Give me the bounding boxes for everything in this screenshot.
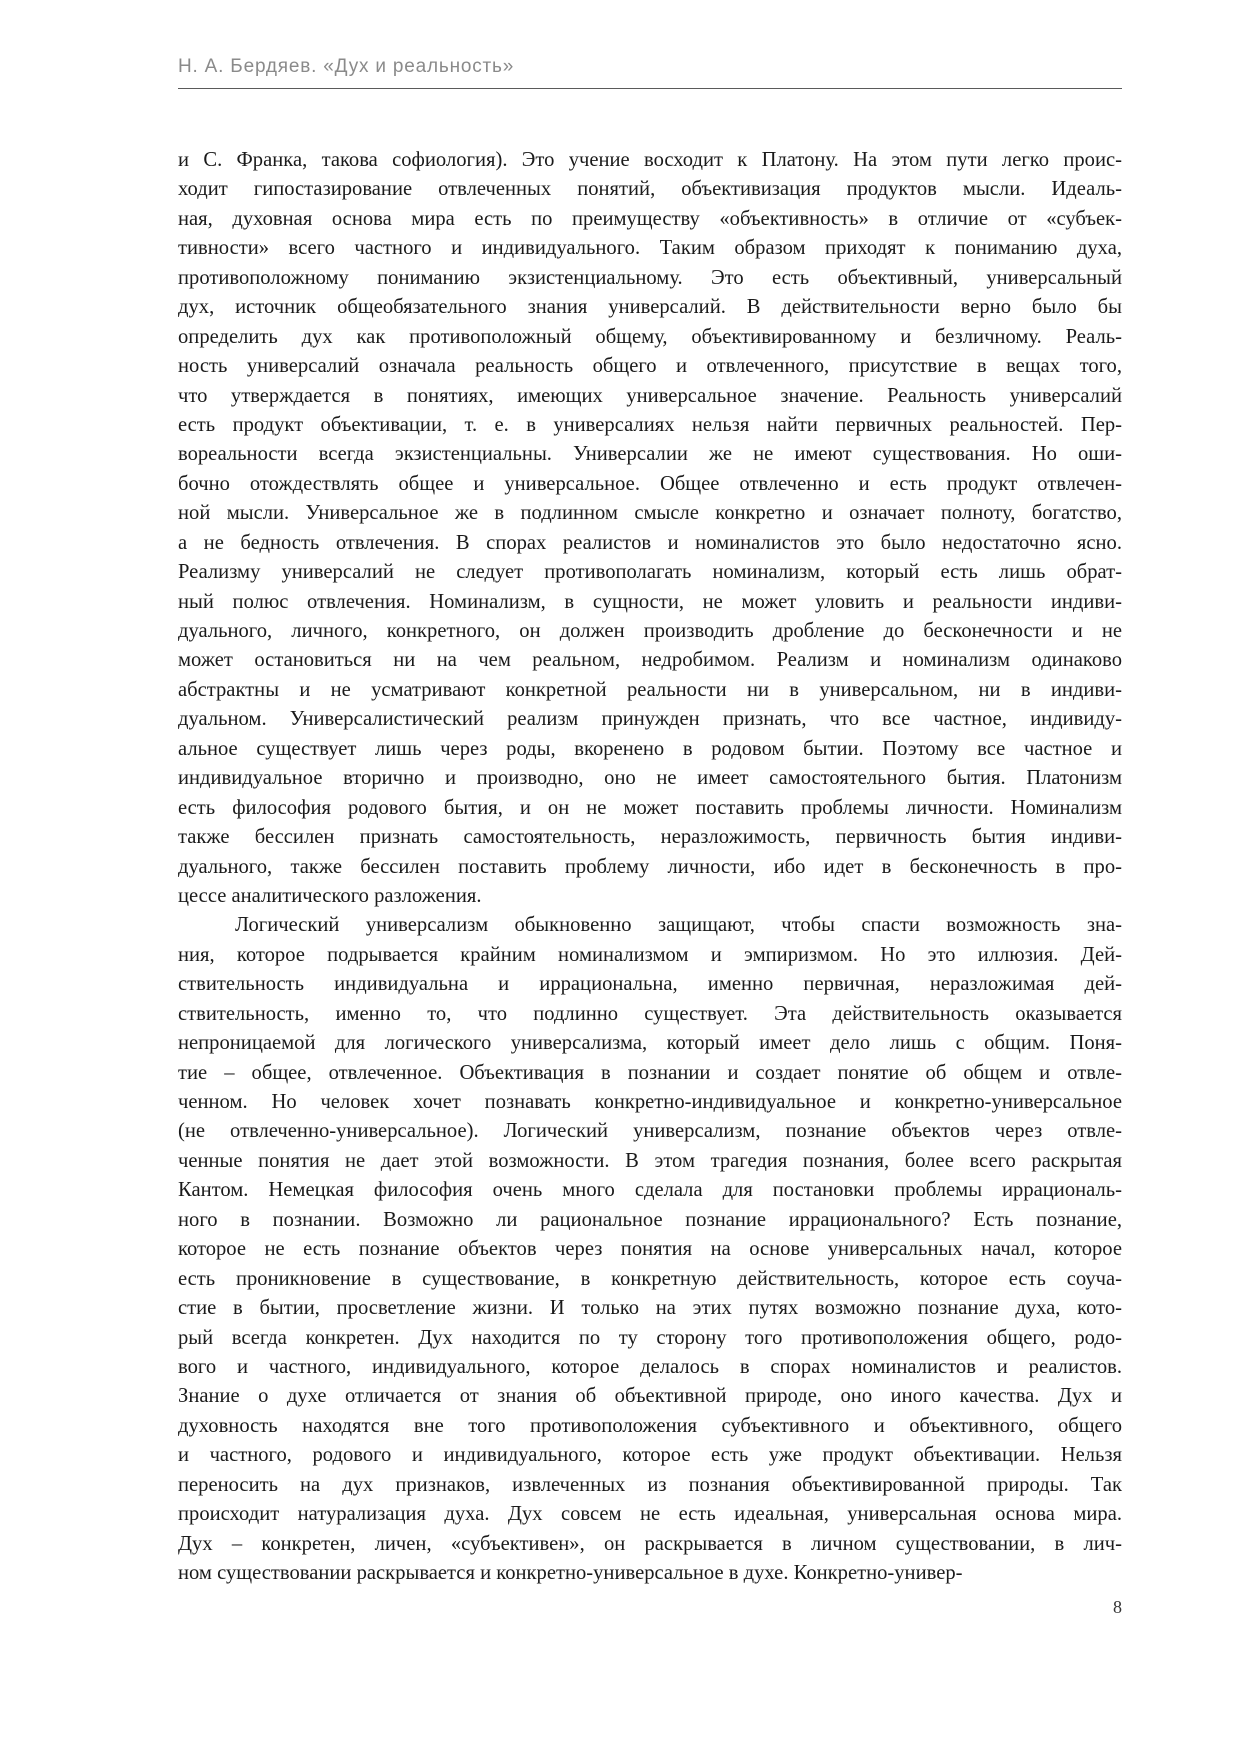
text-line: Реализму универсалий не следует противополагать номинализм, который есть лишь обрат-: [178, 561, 1122, 584]
text-line: Знание о духе отличается от знания об объективной природе, оно иного качества. Дух и: [178, 1385, 1122, 1408]
text-line: происходит натурализация духа. Дух совсем не есть идеальная, универсальная основа мира.: [178, 1503, 1122, 1526]
text-line: индивидуальное вторично и производно, оно не имеет самостоятельного бытия. Платонизм: [178, 767, 1122, 790]
text-line: есть проникновение в существование, в конкретную действительность, которое есть соуча-: [178, 1267, 1122, 1290]
text-line: и С. Франка, такова софиология). Это учение восходит к Платону. На этом пути легко проис-: [178, 149, 1122, 171]
text-line: (не отвлеченно-универсальное). Логический универсализм, познание объектов через отвле-: [178, 1120, 1122, 1143]
text-line: тивности» всего частного и индивидуального. Таким образом приходят к пониманию духа,: [178, 237, 1122, 260]
page-number: 8: [1113, 1597, 1122, 1617]
text-line: ном существовании раскрывается и конкретно-универсальное в духе. Конкретно-универ-: [178, 1562, 963, 1584]
text-line: дуального, личного, конкретного, он должен производить дробление до бесконечности и не: [178, 620, 1122, 642]
running-header: Н. А. Бердяев. «Дух и реальность»: [178, 56, 515, 77]
text-line: альное существует лишь через роды, вкоренено в родовом бытии. Поэтому все частное и: [178, 737, 1122, 760]
text-line: ния, которое подрывается крайним номинализмом и эмпиризмом. Но это иллюзия. Дей-: [178, 943, 1122, 966]
text-line: есть продукт объективации, т. е. в универсалиях нельзя найти первичных реальностей. Пер-: [178, 413, 1122, 436]
text-line: вореальности всегда экзистенциальны. Универсалии же не имеют существования. Но оши-: [178, 443, 1122, 466]
text-line: а не бедность отвлечения. В спорах реалистов и номиналистов это было недостаточно ясно.: [178, 531, 1122, 554]
text-line: стие в бытии, просветление жизни. И только на этих путях возможно познание духа, кото-: [178, 1297, 1122, 1320]
text-line: ность универсалий означала реальность общего и отвлеченного, присутствие в вещах того,: [178, 355, 1122, 378]
text-line: ного в познании. Возможно ли рациональное познание иррационального? Есть познание,: [178, 1208, 1122, 1231]
text-line: ствительность, именно то, что подлинно существует. Эта действительность оказывается: [178, 1002, 1122, 1025]
text-line: ная, духовная основа мира есть по преимуществу «объективность» в отличие от «субъек-: [178, 207, 1122, 230]
paragraph: [178, 911, 1122, 1588]
text-line: рый всегда конкретен. Дух находится по ту сторону того противоположения общего, родо-: [178, 1326, 1122, 1349]
text-line: вого и частного, индивидуального, которое делалось в спорах номиналистов и реалистов.: [178, 1355, 1122, 1378]
text-line: бочно отождествлять общее и универсальное. Общее отвлеченно и есть продукт отвлечен-: [178, 472, 1122, 495]
text-line: ченные понятия не дает этой возможности. В этом трагедия познания, более всего раскрытая: [178, 1149, 1122, 1172]
text-line: ной мысли. Универсальное же в подлинном смысле конкретно и означает полноту, богатство,: [178, 502, 1122, 525]
text-line: непроницаемой для логического универсализма, который имеет дело лишь с общим. Поня-: [178, 1032, 1122, 1055]
text-line: также бессилен признать самостоятельность, неразложимость, первичность бытия индиви-: [178, 826, 1122, 849]
text-line: Дух – конкретен, личен, «субъективен», он раскрывается в личном существовании, в лич-: [178, 1532, 1122, 1555]
text-line: дух, источник общеобязательного знания универсалий. В действительности верно было бы: [178, 296, 1122, 319]
paragraph: [178, 146, 1122, 911]
text-line: ченном. Но человек хочет познавать конкретно-индивидуальное и конкретно-универсальное: [178, 1091, 1122, 1113]
text-line: есть философия родового бытия, и он не может поставить проблемы личности. Номинализм: [178, 796, 1122, 819]
text-line: которое не есть познание объектов через понятия на основе универсальных начал, которое: [178, 1238, 1122, 1261]
body-text: [178, 146, 1122, 1588]
text-line: дуальном. Универсалистический реализм принужден признать, что все частное, индивиду-: [178, 708, 1122, 731]
text-line: ный полюс отвлечения. Номинализм, в сущности, не может уловить и реальности индиви-: [178, 590, 1122, 613]
text-line: может остановиться ни на чем реальном, недробимом. Реализм и номинализм одинаково: [178, 649, 1122, 672]
text-line: и частного, родового и индивидуального, которое есть уже продукт объективации. Нельзя: [178, 1444, 1122, 1467]
text-line: дуального, также бессилен поставить проблему личности, ибо идет в бесконечность в про-: [178, 855, 1122, 878]
text-line: цессе аналитического разложения.: [178, 884, 482, 907]
text-line: противоположному пониманию экзистенциальному. Это есть объективный, универсальный: [178, 266, 1122, 289]
text-line: ходит гипостазирование отвлеченных понятий, объективизация продуктов мысли. Идеаль-: [178, 178, 1122, 201]
text-line: переносить на дух признаков, извлеченных из познания объективированной природы. Так: [178, 1473, 1122, 1496]
text-line: определить дух как противоположный общему, объективированному и безличному. Реаль-: [178, 325, 1122, 348]
text-line: тие – общее, отвлеченное. Объективация в познании и создает понятие об общем и отвле-: [178, 1061, 1122, 1084]
header-rule: [178, 88, 1122, 89]
text-line: Логический универсализм обыкновенно защищают, чтобы спасти возможность зна-: [235, 914, 1122, 937]
text-line: Кантом. Немецкая философия очень много сделала для постановки проблемы иррациональ-: [178, 1179, 1122, 1202]
text-line: абстрактны и не усматривают конкретной реальности ни в универсальном, ни в индиви-: [178, 678, 1122, 701]
text-line: духовность находятся вне того противоположения субъективного и объективного, общего: [178, 1414, 1122, 1437]
text-line: ствительность индивидуальна и иррациональна, именно первичная, неразложимая дей-: [178, 973, 1122, 996]
text-line: что утверждается в понятиях, имеющих универсальное значение. Реальность универсалий: [178, 384, 1122, 407]
